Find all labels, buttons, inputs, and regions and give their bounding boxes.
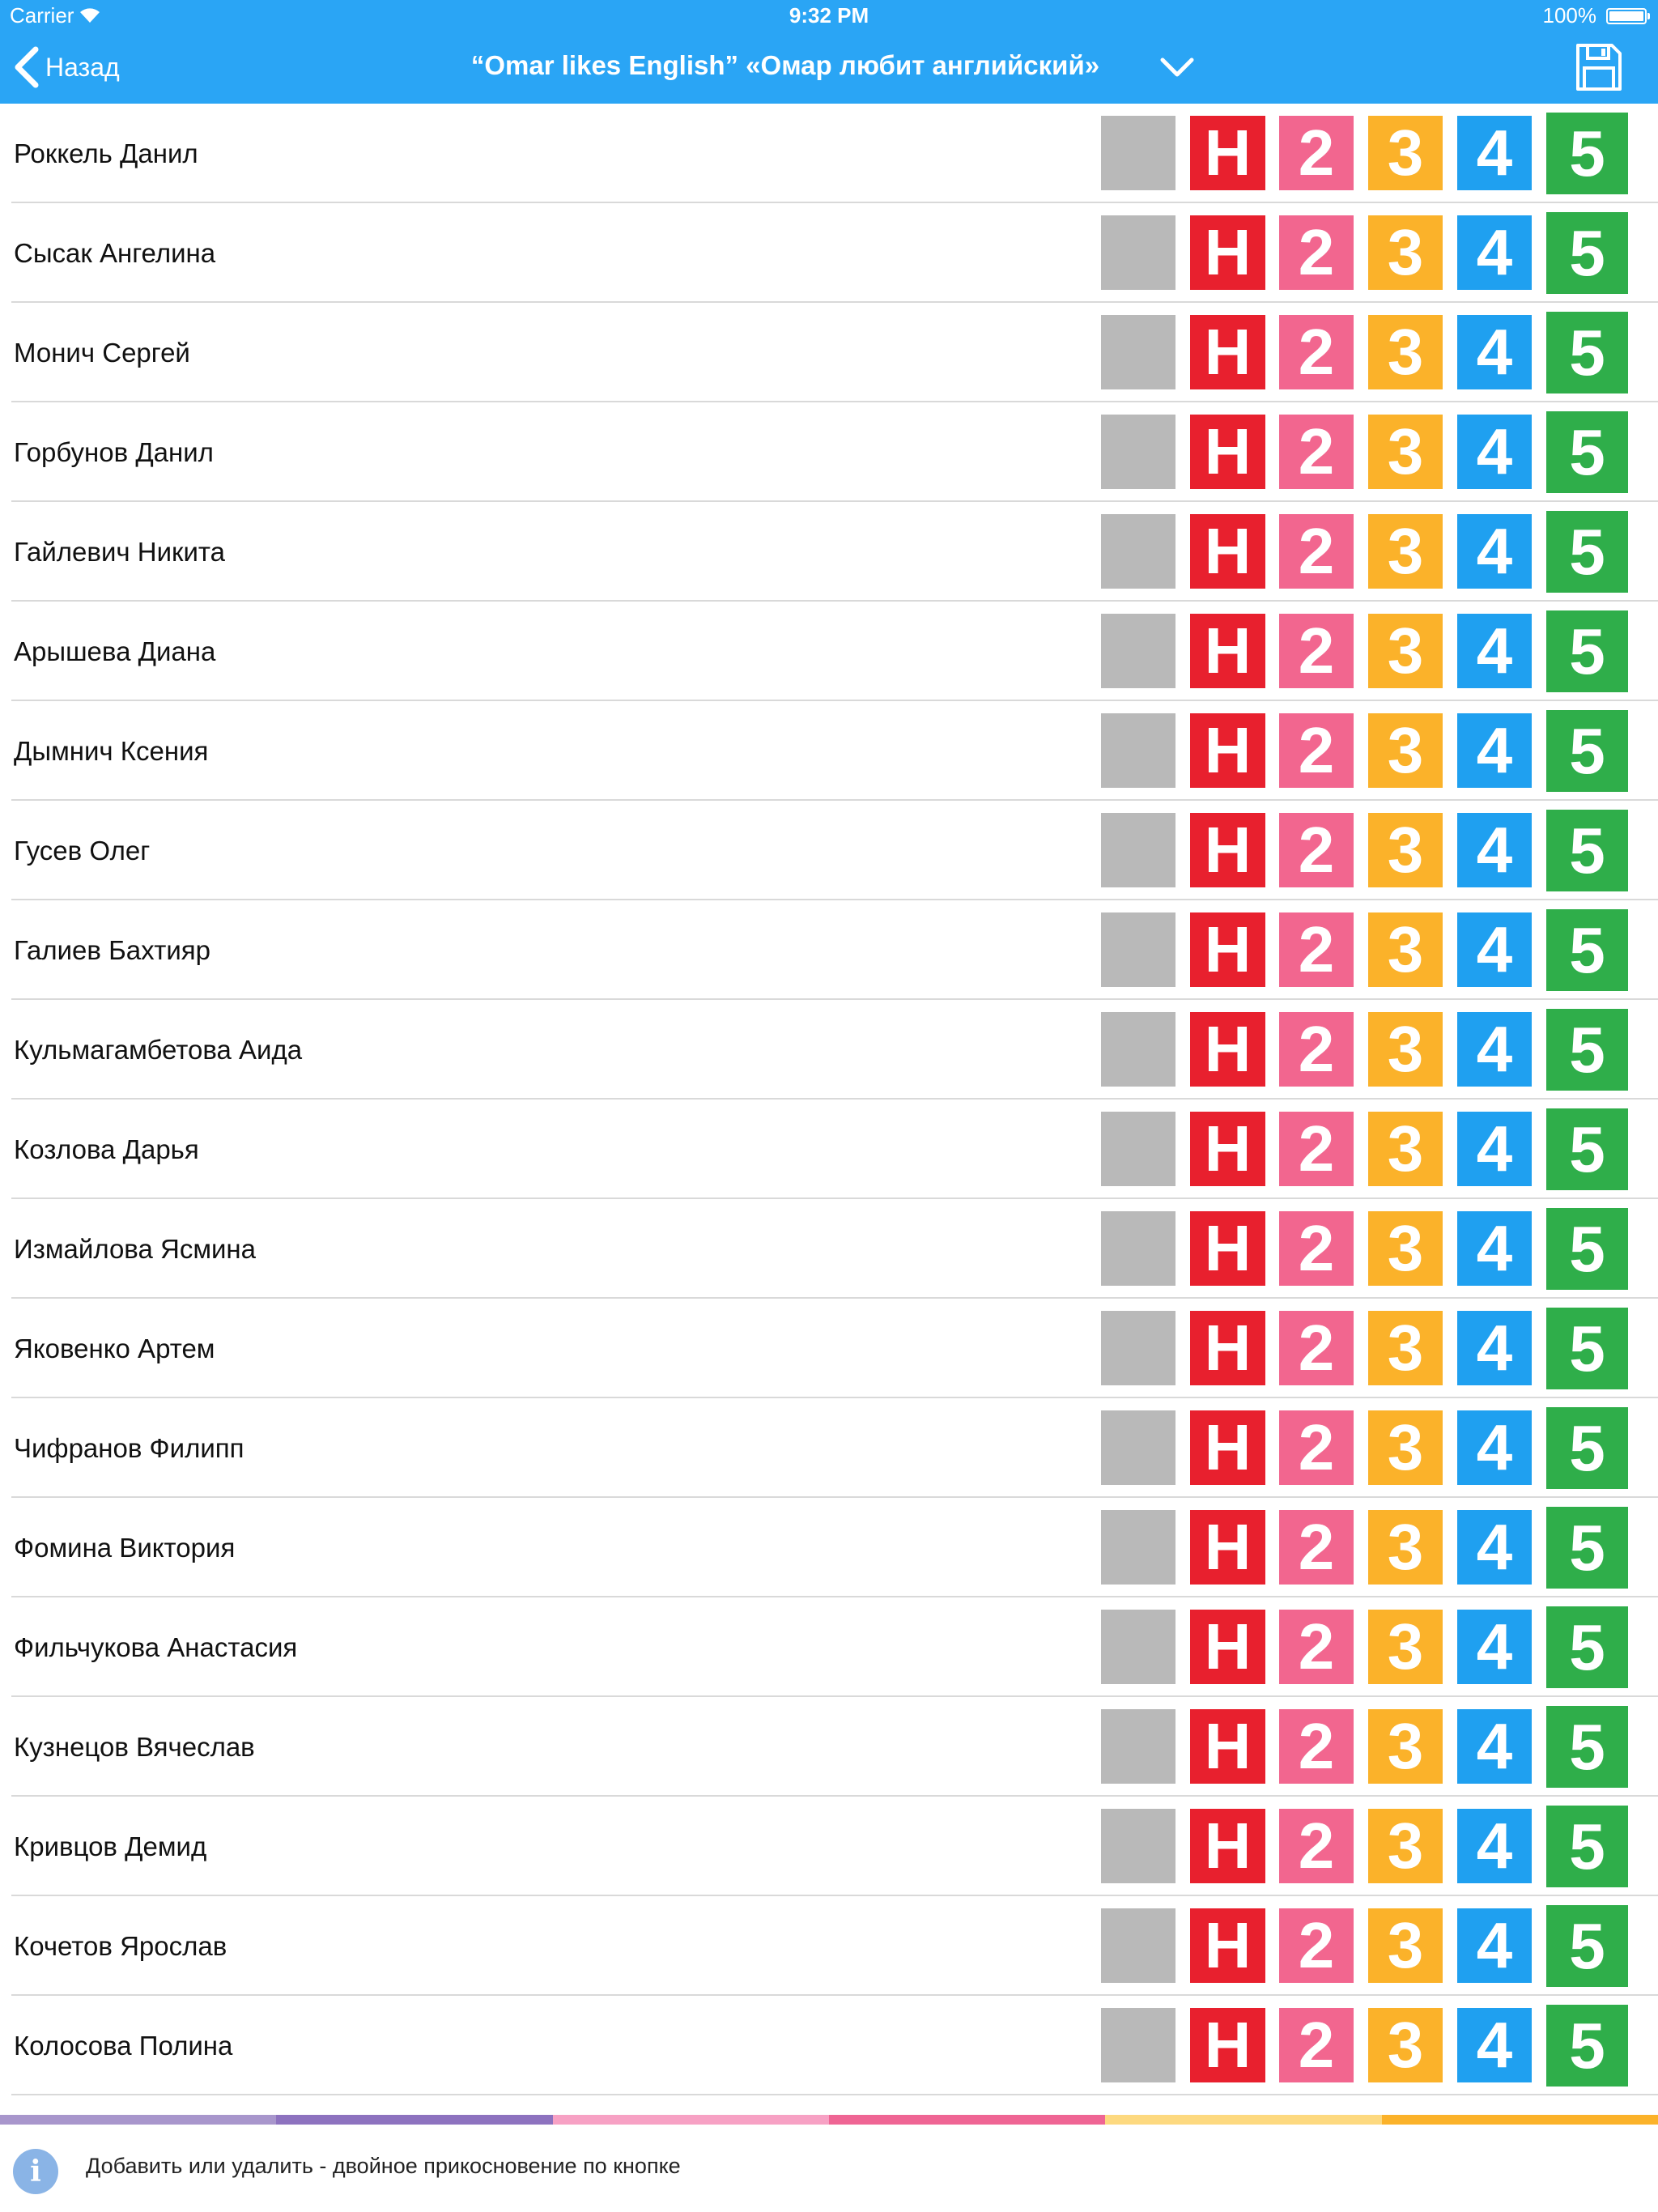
row-divider — [11, 2094, 1658, 2095]
grade-button-n[interactable]: Н — [1190, 1908, 1265, 1983]
student-name: Монич Сергей — [14, 338, 190, 368]
student-row — [0, 1398, 1658, 1498]
grade-button-n[interactable]: Н — [1190, 1112, 1265, 1186]
grade-button-2[interactable]: 2 — [1279, 1510, 1354, 1585]
color-strip-segment — [276, 2115, 552, 2125]
color-strip-segment — [1105, 2115, 1381, 2125]
grade-button-5[interactable]: 5 — [1546, 1806, 1628, 1887]
info-bar — [0, 2125, 1658, 2212]
grade-button-4[interactable]: 4 — [1457, 1809, 1532, 1883]
grade-button-5[interactable]: 5 — [1546, 1308, 1628, 1389]
grade-button-2[interactable]: 2 — [1279, 415, 1354, 489]
grade-button-2[interactable]: 2 — [1279, 116, 1354, 190]
student-row — [0, 203, 1658, 303]
student-row — [0, 502, 1658, 602]
grade-button-4[interactable]: 4 — [1457, 1410, 1532, 1485]
carrier-label: Carrier — [10, 3, 74, 28]
student-row — [0, 1299, 1658, 1398]
grade-button-2[interactable]: 2 — [1279, 713, 1354, 788]
student-name: Фомина Виктория — [14, 1533, 236, 1563]
grade-button-4[interactable]: 4 — [1457, 912, 1532, 987]
grade-button-n[interactable]: Н — [1190, 1709, 1265, 1784]
grade-button-2[interactable]: 2 — [1279, 1410, 1354, 1485]
student-name: Кульмагамбетова Аида — [14, 1035, 303, 1065]
student-name: Гайлевич Никита — [14, 537, 225, 567]
grade-button-2[interactable]: 2 — [1279, 1610, 1354, 1684]
grade-button-3[interactable]: 3 — [1368, 713, 1443, 788]
grade-button-4[interactable]: 4 — [1457, 1610, 1532, 1684]
grade-button-n[interactable]: Н — [1190, 614, 1265, 688]
grade-button-empty[interactable] — [1101, 514, 1175, 589]
grade-button-3[interactable]: 3 — [1368, 116, 1443, 190]
grade-button-4[interactable]: 4 — [1457, 315, 1532, 389]
grade-button-empty[interactable] — [1101, 912, 1175, 987]
grade-button-3[interactable]: 3 — [1368, 1311, 1443, 1385]
color-strip-segment — [553, 2115, 829, 2125]
grade-button-5[interactable]: 5 — [1546, 1108, 1628, 1190]
grade-button-empty[interactable] — [1101, 1908, 1175, 1983]
grade-button-5[interactable]: 5 — [1546, 1706, 1628, 1788]
grade-button-4[interactable]: 4 — [1457, 215, 1532, 290]
grade-button-3[interactable]: 3 — [1368, 315, 1443, 389]
grade-button-empty[interactable] — [1101, 116, 1175, 190]
student-name: Кузнецов Вячеслав — [14, 1732, 255, 1762]
grade-button-n[interactable]: Н — [1190, 215, 1265, 290]
grade-button-n[interactable]: Н — [1190, 315, 1265, 389]
grade-button-5[interactable]: 5 — [1546, 113, 1628, 194]
color-strip-segment — [829, 2115, 1105, 2125]
color-strip-segment — [0, 2115, 276, 2125]
student-name: Роккель Данил — [14, 138, 198, 168]
grade-button-empty[interactable] — [1101, 2008, 1175, 2082]
student-name: Гусев Олег — [14, 836, 151, 866]
grade-button-n[interactable]: Н — [1190, 813, 1265, 887]
grade-button-5[interactable]: 5 — [1546, 1009, 1628, 1091]
grade-button-2[interactable]: 2 — [1279, 1809, 1354, 1883]
student-name: Козлова Дарья — [14, 1134, 199, 1164]
grade-button-2[interactable]: 2 — [1279, 315, 1354, 389]
grade-button-5[interactable]: 5 — [1546, 1407, 1628, 1489]
grade-button-5[interactable]: 5 — [1546, 2005, 1628, 2087]
grade-button-n[interactable]: Н — [1190, 514, 1265, 589]
grade-button-empty[interactable] — [1101, 1012, 1175, 1087]
grade-button-empty[interactable] — [1101, 415, 1175, 489]
grade-button-2[interactable]: 2 — [1279, 1709, 1354, 1784]
grade-button-empty[interactable] — [1101, 813, 1175, 887]
chevron-down-icon[interactable] — [1158, 52, 1197, 84]
student-name: Кочетов Ярослав — [14, 1931, 227, 1961]
grade-button-5[interactable]: 5 — [1546, 1507, 1628, 1589]
grade-button-3[interactable]: 3 — [1368, 614, 1443, 688]
page-title: “Omar likes English” «Омар любит английский» — [470, 50, 1100, 80]
grade-button-5[interactable]: 5 — [1546, 511, 1628, 593]
grade-button-3[interactable]: 3 — [1368, 1410, 1443, 1485]
grade-button-3[interactable]: 3 — [1368, 1809, 1443, 1883]
grade-button-4[interactable]: 4 — [1457, 415, 1532, 489]
student-row — [0, 1896, 1658, 1996]
grade-button-3[interactable]: 3 — [1368, 1510, 1443, 1585]
grade-button-2[interactable]: 2 — [1279, 912, 1354, 987]
student-name: Измайлова Ясмина — [14, 1234, 257, 1264]
grade-button-2[interactable]: 2 — [1279, 813, 1354, 887]
grade-button-empty[interactable] — [1101, 1112, 1175, 1186]
student-row — [0, 1697, 1658, 1797]
grade-button-n[interactable]: Н — [1190, 2008, 1265, 2082]
grade-button-5[interactable]: 5 — [1546, 411, 1628, 493]
grade-button-4[interactable]: 4 — [1457, 514, 1532, 589]
student-row — [0, 1199, 1658, 1299]
grade-button-2[interactable]: 2 — [1279, 1311, 1354, 1385]
grade-button-2[interactable]: 2 — [1279, 1908, 1354, 1983]
grade-button-5[interactable]: 5 — [1546, 1905, 1628, 1987]
grade-button-5[interactable]: 5 — [1546, 212, 1628, 294]
student-row — [0, 900, 1658, 1000]
grade-button-4[interactable]: 4 — [1457, 1908, 1532, 1983]
grade-button-4[interactable]: 4 — [1457, 2008, 1532, 2082]
color-strip-segment — [1382, 2115, 1658, 2125]
student-name: Галиев Бахтияр — [14, 935, 211, 965]
grade-button-4[interactable]: 4 — [1457, 1211, 1532, 1286]
back-label: Назад — [45, 52, 120, 82]
grade-button-n[interactable]: Н — [1190, 1211, 1265, 1286]
grade-button-4[interactable]: 4 — [1457, 813, 1532, 887]
grade-button-n[interactable]: Н — [1190, 1311, 1265, 1385]
grade-button-5[interactable]: 5 — [1546, 1606, 1628, 1688]
student-row — [0, 1597, 1658, 1697]
grade-button-empty[interactable] — [1101, 1809, 1175, 1883]
save-icon[interactable] — [1575, 42, 1623, 92]
grade-button-n[interactable]: Н — [1190, 1510, 1265, 1585]
grade-button-5[interactable]: 5 — [1546, 710, 1628, 792]
grade-button-empty[interactable] — [1101, 315, 1175, 389]
grade-button-empty[interactable] — [1101, 1709, 1175, 1784]
grade-button-4[interactable]: 4 — [1457, 1709, 1532, 1784]
student-row — [0, 1100, 1658, 1199]
grade-button-empty[interactable] — [1101, 215, 1175, 290]
grade-button-4[interactable]: 4 — [1457, 1112, 1532, 1186]
student-row — [0, 1797, 1658, 1896]
grade-button-3[interactable]: 3 — [1368, 1211, 1443, 1286]
battery-percent: 100% — [1542, 3, 1596, 28]
grade-button-n[interactable]: Н — [1190, 1410, 1265, 1485]
clock: 9:32 PM — [789, 3, 869, 28]
grade-button-2[interactable]: 2 — [1279, 1012, 1354, 1087]
student-name: Фильчукова Анастасия — [14, 1632, 298, 1662]
grade-button-5[interactable]: 5 — [1546, 312, 1628, 393]
grade-button-3[interactable]: 3 — [1368, 1012, 1443, 1087]
back-button[interactable] — [11, 40, 120, 94]
grade-button-2[interactable]: 2 — [1279, 514, 1354, 589]
grade-button-2[interactable]: 2 — [1279, 1112, 1354, 1186]
grade-button-n[interactable]: Н — [1190, 1809, 1265, 1883]
grade-button-n[interactable]: Н — [1190, 713, 1265, 788]
student-name: Кривцов Демид — [14, 1831, 207, 1861]
grade-button-4[interactable]: 4 — [1457, 1012, 1532, 1087]
student-row — [0, 402, 1658, 502]
student-name: Горбунов Данил — [14, 437, 214, 467]
info-icon[interactable]: i — [13, 2149, 58, 2194]
grade-button-empty[interactable] — [1101, 1610, 1175, 1684]
chevron-left-icon — [11, 45, 44, 90]
grade-button-2[interactable]: 2 — [1279, 614, 1354, 688]
battery-icon — [1606, 8, 1647, 24]
grade-button-3[interactable]: 3 — [1368, 1908, 1443, 1983]
grade-button-5[interactable]: 5 — [1546, 909, 1628, 991]
grade-button-empty[interactable] — [1101, 1510, 1175, 1585]
grade-button-3[interactable]: 3 — [1368, 1610, 1443, 1684]
grade-button-empty[interactable] — [1101, 1211, 1175, 1286]
grade-button-n[interactable]: Н — [1190, 116, 1265, 190]
grade-button-n[interactable]: Н — [1190, 912, 1265, 987]
student-row — [0, 801, 1658, 900]
student-name: Сысак Ангелина — [14, 238, 216, 268]
student-list — [0, 104, 1658, 2095]
student-name: Чифранов Филипп — [14, 1433, 244, 1463]
grade-button-4[interactable]: 4 — [1457, 1311, 1532, 1385]
navigation-bar — [0, 32, 1658, 104]
student-name: Дымнич Ксения — [14, 736, 209, 766]
color-strip — [0, 2115, 1658, 2125]
grade-button-2[interactable]: 2 — [1279, 215, 1354, 290]
status-bar — [0, 0, 1658, 32]
student-row — [0, 1498, 1658, 1597]
grade-button-3[interactable]: 3 — [1368, 1709, 1443, 1784]
grade-button-2[interactable]: 2 — [1279, 2008, 1354, 2082]
grade-button-5[interactable]: 5 — [1546, 610, 1628, 692]
grade-button-4[interactable]: 4 — [1457, 116, 1532, 190]
grade-button-empty[interactable] — [1101, 1410, 1175, 1485]
student-row — [0, 602, 1658, 701]
grade-button-empty[interactable] — [1101, 1311, 1175, 1385]
grade-button-5[interactable]: 5 — [1546, 810, 1628, 891]
grade-button-4[interactable]: 4 — [1457, 713, 1532, 788]
info-text: Добавить или удалить - двойное прикосновение по кнопке — [86, 2154, 681, 2178]
grade-button-3[interactable]: 3 — [1368, 2008, 1443, 2082]
grade-button-3[interactable]: 3 — [1368, 1112, 1443, 1186]
student-row — [0, 1000, 1658, 1100]
grade-button-3[interactable]: 3 — [1368, 415, 1443, 489]
grade-button-4[interactable]: 4 — [1457, 1510, 1532, 1585]
student-name: Яковенко Артем — [14, 1334, 215, 1363]
student-row — [0, 104, 1658, 203]
student-name: Колосова Полина — [14, 2031, 233, 2061]
student-row — [0, 303, 1658, 402]
grade-button-3[interactable]: 3 — [1368, 912, 1443, 987]
grade-button-n[interactable]: Н — [1190, 1610, 1265, 1684]
grade-button-3[interactable]: 3 — [1368, 514, 1443, 589]
grade-button-empty[interactable] — [1101, 713, 1175, 788]
grade-button-n[interactable]: Н — [1190, 415, 1265, 489]
student-name: Арышева Диана — [14, 636, 216, 666]
student-row — [0, 1996, 1658, 2095]
grade-button-3[interactable]: 3 — [1368, 215, 1443, 290]
grade-button-empty[interactable] — [1101, 614, 1175, 688]
grade-button-5[interactable]: 5 — [1546, 1208, 1628, 1290]
grade-button-3[interactable]: 3 — [1368, 813, 1443, 887]
grade-button-4[interactable]: 4 — [1457, 614, 1532, 688]
student-row — [0, 701, 1658, 801]
grade-button-n[interactable]: Н — [1190, 1012, 1265, 1087]
grade-button-2[interactable]: 2 — [1279, 1211, 1354, 1286]
